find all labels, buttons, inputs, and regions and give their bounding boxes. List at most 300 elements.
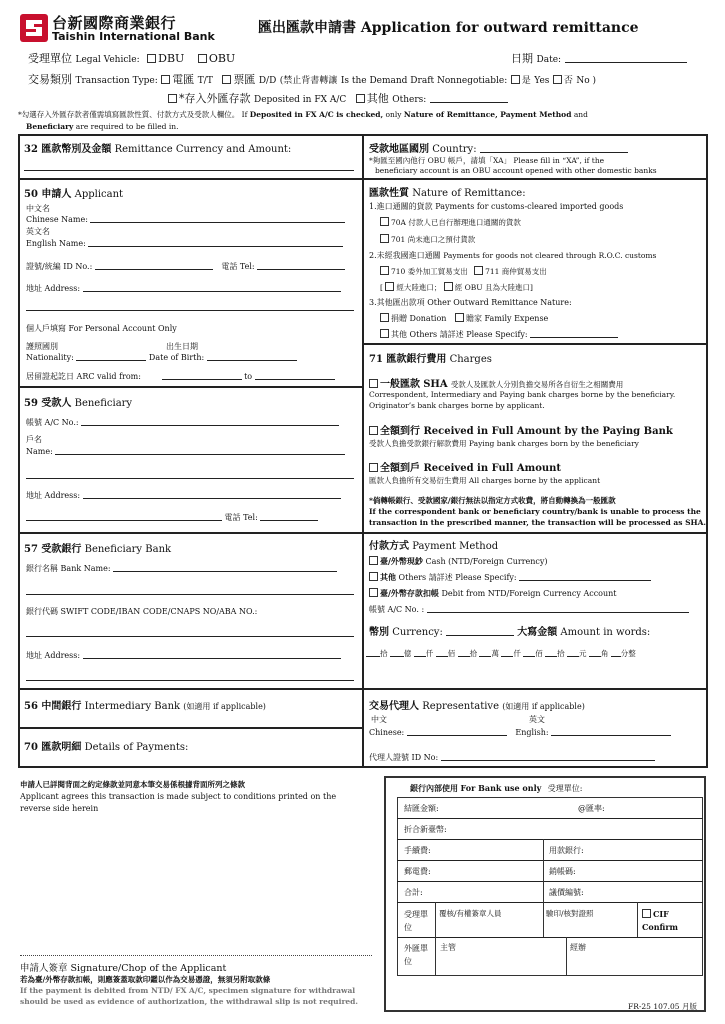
cash-label-zh: 臺/外幣現鈔 <box>380 556 423 566</box>
f56-label-en: Intermediary Bank <box>84 701 181 712</box>
obu-label: OBU <box>208 52 236 65</box>
rep-id-field[interactable] <box>441 752 655 761</box>
arc-to-field[interactable] <box>255 371 335 380</box>
unit-label: 億 <box>403 649 412 658</box>
note-en-5: and <box>573 110 588 119</box>
sha-desc-en-2: Originator’s bank charges borne by applicant. <box>369 401 545 410</box>
country-note-zh: *夠匯至國內他行 OBU 帳戶，請填「XA」 <box>369 156 511 165</box>
f56-label-zh: 56 中間銀行 <box>24 701 82 712</box>
cash-row <box>369 556 548 567</box>
country-field[interactable] <box>480 144 628 153</box>
ben-addr-label-en: Address: <box>44 491 81 500</box>
nature-701-label: 701 尚未進口之預付貨款 <box>391 235 476 244</box>
country-note-en-1: Please fill in “XA”, if the <box>513 156 605 165</box>
donation-label-en: Donation <box>409 314 447 323</box>
personal-label-en: For Personal Account Only <box>68 324 177 333</box>
swift-label-zh: 銀行代碼 <box>26 607 58 616</box>
beneficiary-tel-field[interactable] <box>260 512 318 521</box>
use-bank-label: 用款銀行: <box>549 846 584 855</box>
payment-others-label-zh: 其他 <box>380 572 396 582</box>
center-divider <box>362 134 364 768</box>
full-label-en: Received in Full Amount <box>423 463 562 474</box>
intermediary-bank-label <box>24 697 266 712</box>
f71-label-en: Charges <box>449 354 492 365</box>
others-type-checkbox[interactable] <box>356 94 365 103</box>
bank-name-label-en: Bank Name: <box>60 564 111 573</box>
bank-addr-label-en: Address: <box>44 651 81 660</box>
nature-70a-row <box>380 217 521 228</box>
postal-label: 郵電費: <box>404 867 431 876</box>
dob-label-en: Date of Birth: <box>148 353 205 362</box>
bank-row-line <box>397 902 703 903</box>
legal-vehicle-label-en: Legal Vehicle: <box>75 55 140 65</box>
nature-other-row-2 <box>380 329 618 340</box>
applicant-label <box>24 185 123 200</box>
amount-unit-blank[interactable] <box>458 648 470 657</box>
bank-address-line2[interactable] <box>26 680 354 681</box>
yes-label-zh: 是 <box>521 76 531 86</box>
cash-label-en: Cash (NTD/Foreign Currency) <box>425 557 548 566</box>
f56-applicable: (如適用 if applicable) <box>183 702 266 711</box>
ben-acno-label-en: A/C No.: <box>44 418 79 427</box>
dd-label-en: D/D <box>258 76 277 86</box>
nature-710-711-row <box>380 266 547 277</box>
rep-english-label-zh: 英文 <box>529 715 545 724</box>
right-divider-3 <box>362 532 708 534</box>
rep-english-label-en: English: <box>515 728 549 737</box>
tx-type-label-en: Transaction Type: <box>75 76 158 86</box>
rep-chinese-field[interactable] <box>407 727 507 736</box>
paying-desc-zh: 受款人負擔受款銀行解款費用 <box>369 439 467 448</box>
bank-col-line <box>543 839 544 902</box>
f50-label-en: Applicant <box>74 189 124 200</box>
english-name-label-en: English Name: <box>26 239 86 248</box>
unit-label: 拾 <box>557 649 565 658</box>
amount-in-words-units <box>366 648 636 659</box>
payment-others-row <box>369 572 651 583</box>
no-label-zh: 否 <box>563 76 573 86</box>
sha-label-zh: 一般匯款 <box>380 379 420 390</box>
no-label-en: No ) <box>576 76 597 86</box>
beneficiary-name-row <box>26 446 345 456</box>
full-desc-en: All charges borne by the applicant <box>468 476 601 485</box>
dd-note-en: Is the Demand Draft Nonnegotiable: <box>340 76 508 86</box>
deposit-fx-checkbox[interactable] <box>168 94 177 103</box>
note-en-1: If <box>241 110 248 119</box>
f57-label-en: Beneficiary Bank <box>84 544 172 555</box>
right-divider-2 <box>362 343 708 345</box>
paying-bank-row <box>369 422 673 437</box>
payment-method-label <box>369 537 498 552</box>
chinese-name-label-en: Chinese Name: <box>26 215 88 224</box>
bank-row-line <box>397 860 703 861</box>
arc-row <box>26 371 335 382</box>
bank-addr-label-zh: 地址 <box>26 651 42 660</box>
applicant-tel-label-zh: 電話 <box>221 262 238 271</box>
applicant-address-field[interactable] <box>83 283 341 292</box>
sha-desc-en-1: Correspondent, Intermediary and Paying bank charges borne by the beneficiary. <box>369 390 676 399</box>
amount-unit-blank[interactable] <box>523 648 535 657</box>
cif-checkbox[interactable] <box>642 909 651 918</box>
cash-checkbox[interactable] <box>369 556 378 565</box>
words-label-en: Amount in words: <box>560 627 651 638</box>
dob-field[interactable] <box>207 352 297 361</box>
nature-others-label-zh: 其他 <box>391 330 407 339</box>
amount-unit-blank[interactable] <box>414 648 426 657</box>
unit-label: 佰 <box>447 649 456 658</box>
nature-2-en: Payments for goods not cleared through R.O.C. customs <box>443 251 657 260</box>
others-type-label-en: Others: <box>392 95 427 105</box>
via-china-checkbox[interactable] <box>385 282 394 291</box>
cif-label: CIF <box>653 909 669 919</box>
amount-unit-blank[interactable] <box>545 648 557 657</box>
personal-account-note <box>26 323 177 334</box>
currency-words-row <box>369 623 650 638</box>
remittance-currency-label <box>24 140 291 155</box>
family-expense-checkbox[interactable] <box>455 313 464 322</box>
currency-label-en: Currency: <box>392 627 443 638</box>
debit-label-zh: 臺/外幣存款扣帳 <box>380 588 439 598</box>
charges-warning-en-2: transaction in the prescribed manner, the transaction will be processed as SHA. <box>369 518 707 527</box>
supervisor-label: 主管 <box>440 943 456 952</box>
sales-code-label: 銷帳碼: <box>549 867 576 876</box>
amount-unit-blank[interactable] <box>366 648 380 657</box>
applicant-address-line2[interactable] <box>26 310 354 311</box>
personal-label-zh: 個人戶填寫 <box>26 324 66 333</box>
cif-confirm <box>642 909 669 919</box>
debit-acno-label-zh: 帳號 <box>369 605 385 614</box>
others-type-label-zh: 其他 <box>366 92 389 105</box>
nature-item-2 <box>369 250 656 261</box>
dbu-label: DBU <box>158 52 185 65</box>
payment-label-zh: 付款方式 <box>369 541 409 552</box>
country-note-2: beneficiary account is an OBU account opened with other domestic banks <box>375 166 657 175</box>
nature-710-label: 710 委外加工貿易支出 <box>391 267 468 276</box>
unit-label: 元 <box>579 649 587 658</box>
applicant-id-field[interactable] <box>95 261 213 270</box>
note-en-4: Nature of Remittance, Payment Method <box>403 110 572 119</box>
nature-specify-field[interactable] <box>530 329 618 338</box>
country-note-1 <box>369 155 604 166</box>
amount-unit-blank[interactable] <box>567 648 579 657</box>
applicant-addr-label-zh: 地址 <box>26 284 42 293</box>
amount-unit-blank[interactable] <box>589 648 601 657</box>
ben-acno-label-zh: 帳號 <box>26 418 42 427</box>
form-title-zh: 匯出匯款申請書 <box>258 20 356 36</box>
nature-label-en: Nature of Remittance: <box>412 188 526 199</box>
f70-label-zh: 70 匯款明細 <box>24 742 82 753</box>
applicant-tel-field[interactable] <box>257 261 345 270</box>
legal-vehicle-row <box>28 50 235 66</box>
nature-1-zh: 1.進口通關的貨款 <box>369 202 433 211</box>
unit-label: 拾 <box>469 649 478 658</box>
bank-name-en: Taishin International Bank <box>52 30 215 43</box>
sha-code: SHA <box>423 379 448 390</box>
paying-label-zh: 全額到行 <box>380 426 420 437</box>
full-desc <box>369 475 600 486</box>
country-label-zh: 受款地區國別 <box>369 144 429 155</box>
debit-row <box>369 588 617 599</box>
debit-acno-label-en: A/C No. : <box>387 605 425 614</box>
nonnegotiable-yes-checkbox[interactable] <box>511 75 520 84</box>
nature-item-1 <box>369 201 623 212</box>
nonnegotiable-no-checkbox[interactable] <box>553 75 562 84</box>
nature-701-row <box>380 234 475 245</box>
left-divider-4 <box>18 688 364 690</box>
unit-label: 仟 <box>513 649 521 658</box>
dbu-checkbox[interactable] <box>147 54 156 63</box>
rep-chinese-label-zh: 中文 <box>371 715 387 724</box>
signature-note-en-1: If the payment is debited from NTD/ FX A/C, specimen signature for withdrawal <box>20 986 356 995</box>
agreement-en-2: reverse side herein <box>20 804 99 813</box>
nationality-dob-row <box>26 352 297 362</box>
unit-label: 角 <box>600 649 609 658</box>
country-label-en: Country: <box>432 144 477 155</box>
beneficiary-name-field[interactable] <box>55 446 345 455</box>
ntd-label: 折合新臺幣: <box>404 825 447 834</box>
swift-code-field[interactable] <box>26 636 354 637</box>
words-label-zh: 大寫金額 <box>517 627 558 638</box>
nature-2-zh: 2.未經我國進口通關 <box>369 251 441 260</box>
charges-warning-en-1: If the correspondent bank or beneficiary country/bank is unable to process the <box>369 507 701 516</box>
representative-label <box>369 697 585 712</box>
dd-checkbox[interactable] <box>222 75 231 84</box>
approval-col-line <box>435 902 436 976</box>
bank-use-title-en: For Bank use only <box>460 783 542 793</box>
payment-specify-field[interactable] <box>519 572 651 581</box>
nature-1-en: Payments for customs-cleared imported goods <box>435 202 624 211</box>
deposit-note-zh: *勾選存入外匯存款者僅需填寫匯款性質、付款方式及受款人欄位。 <box>18 110 240 119</box>
amount-unit-blank[interactable] <box>479 648 491 657</box>
nature-711-checkbox[interactable] <box>474 266 483 275</box>
tt-label-zh: 電匯 <box>172 73 195 86</box>
beneficiary-bank-address-field[interactable] <box>83 650 341 659</box>
dob-label-zh: 出生日期 <box>166 342 198 351</box>
date-field[interactable] <box>565 54 687 63</box>
beneficiary-address-row <box>26 490 341 501</box>
obu-checkbox[interactable] <box>198 54 207 63</box>
swift-label <box>26 606 257 617</box>
dd-note-zh: (禁止背書轉讓 <box>279 76 338 86</box>
beneficiary-acno-row <box>26 417 339 428</box>
currency-field[interactable] <box>446 627 514 636</box>
arc-label-zh: 居留證起訖日 <box>26 372 74 381</box>
f32-label-en: Remittance Currency and Amount: <box>114 144 292 155</box>
f70-label-en: Details of Payments: <box>84 742 189 753</box>
via-obu-checkbox[interactable] <box>444 282 453 291</box>
nature-3-en: Other Outward Remittance Nature: <box>427 298 572 307</box>
beneficiary-address-line2[interactable] <box>26 512 222 521</box>
left-divider-2 <box>18 386 364 388</box>
swift-label-en: SWIFT CODE/IBAN CODE/CNAPS NO/ABA NO.: <box>60 607 258 616</box>
confirm-label: Confirm <box>642 922 679 932</box>
beneficiary-bank-label <box>24 540 171 555</box>
approval-unit-label: 受理單位 <box>404 910 428 932</box>
amount-unit-blank[interactable] <box>436 648 448 657</box>
unit-label: 仟 <box>425 649 434 658</box>
tx-type-label-zh: 交易類別 <box>28 73 72 86</box>
unit-label: 拾 <box>380 649 388 658</box>
full-desc-zh: 匯款人負擔所有交易衍生費用 <box>369 476 467 485</box>
arc-from-field[interactable] <box>162 371 242 380</box>
signature-note-en-2: should be used as evidence of authorization, the withdrawal slip is not required. <box>20 997 359 1006</box>
agreement-en-1: Applicant agrees this transaction is made subject to conditions printed on the <box>20 792 337 801</box>
f50-label-zh: 50 申請人 <box>24 189 72 200</box>
id-tel-row <box>26 261 345 272</box>
bank-name-zh: 台新國際商業銀行 <box>52 14 177 32</box>
beneficiary-tel-row <box>26 512 318 523</box>
paying-bank-checkbox[interactable] <box>369 426 378 435</box>
payment-others-checkbox[interactable] <box>369 572 378 581</box>
agreement-zh: 申請人已詳閱背面之約定條款並同意本筆交易係根據背面所列之條款 <box>20 780 245 789</box>
debit-label-en: Debit from NTD/Foreign Currency Account <box>441 589 617 598</box>
deposit-note-line2 <box>26 122 178 131</box>
right-divider-1 <box>362 178 708 180</box>
charges-label <box>369 350 492 365</box>
dd-label-zh: 票匯 <box>233 73 256 86</box>
form-number: FR-25 107.05 月版 <box>628 1002 697 1011</box>
signature-label-en: Signature/Chop of the Applicant <box>70 963 227 974</box>
english-name-field[interactable] <box>88 238 343 247</box>
transaction-type-row <box>28 71 596 87</box>
nature-item-3 <box>369 297 572 308</box>
beneficiary-name-line2[interactable] <box>26 478 354 479</box>
applicant-tel-label-en: Tel: <box>239 262 255 271</box>
approval-col-line <box>637 902 638 937</box>
signature-label-zh: 申請人簽章 <box>20 963 68 974</box>
total-label: 合計: <box>404 888 423 897</box>
paying-desc <box>369 438 639 449</box>
beneficiary-label <box>24 394 132 409</box>
unit-label: 佰 <box>535 649 543 658</box>
note-en-6: Beneficiary <box>26 122 74 131</box>
date-label-zh: 日期 <box>511 52 533 65</box>
english-name-label-zh: 英文名 <box>26 227 50 236</box>
bank-use-unit-label: 受理單位: <box>547 784 583 793</box>
nature-specify-en: Please Specify: <box>466 330 528 339</box>
bank-row-line <box>397 818 703 819</box>
tt-label-en: T/T <box>197 76 213 86</box>
deposit-label-en: Deposited in FX A/C <box>254 95 347 105</box>
nature-specify-zh: 請詳述 <box>439 330 464 339</box>
amount-unit-blank[interactable] <box>611 648 621 657</box>
bank-use-title-zh: 銀行內部使用 <box>410 783 458 793</box>
nature-others-checkbox[interactable] <box>380 329 389 338</box>
nature-701-checkbox[interactable] <box>380 234 389 243</box>
bank-name-line2[interactable] <box>26 594 354 595</box>
date-row <box>511 50 687 66</box>
deposit-label-zh: *存入外匯存款 <box>179 92 251 105</box>
nationality-field[interactable] <box>76 352 146 361</box>
ben-name-label-zh: 戶名 <box>26 435 42 444</box>
left-divider-1 <box>18 178 364 180</box>
chinese-name-label-zh: 中文名 <box>26 204 50 213</box>
ben-tel-label-zh: 電話 <box>224 513 241 522</box>
nature-70a-label: 70A 付款人已自行辦理進口通關的貨款 <box>391 218 521 227</box>
amount-unit-blank[interactable] <box>501 648 513 657</box>
bank-row-line <box>397 937 703 938</box>
note-en-7: are required to be filled in. <box>75 122 179 131</box>
handler-label: 經辦 <box>570 943 586 952</box>
currency-label-zh: 幣別 <box>369 627 389 638</box>
payment-label-en: Payment Method <box>412 541 499 552</box>
nature-3-zh: 3.其他匯出款項 <box>369 298 425 307</box>
chinese-name-field[interactable] <box>90 214 345 223</box>
verify-label: 驗印/核對證照 <box>546 909 594 918</box>
beneficiary-acno-field[interactable] <box>81 417 339 426</box>
sha-row <box>369 375 623 390</box>
f59-label-en: Beneficiary <box>74 398 133 409</box>
arc-label-en: ARC valid from: <box>76 372 141 381</box>
nature-710-checkbox[interactable] <box>380 266 389 275</box>
family-label-en: Family Expense <box>484 314 549 323</box>
rate-label: @匯率: <box>578 804 605 813</box>
form-title-en: Application for outward remittance <box>360 20 639 36</box>
beneficiary-address-field[interactable] <box>83 490 341 499</box>
sha-checkbox[interactable] <box>369 379 378 388</box>
remittance-amount-field[interactable] <box>24 170 354 171</box>
note-en-3: only <box>385 110 402 119</box>
rep-id-label-en: ID No: <box>411 753 439 762</box>
applicant-address-row <box>26 283 341 294</box>
rep-id-row <box>369 752 655 763</box>
full-amount-row <box>369 459 561 474</box>
bracket-open: [ <box>380 283 383 292</box>
rep-label-zh: 交易代理人 <box>369 701 419 712</box>
approval-col-line <box>566 937 567 976</box>
full-label-zh: 全額到戶 <box>380 463 420 474</box>
rep-chinese-label-en: Chinese: <box>369 728 405 737</box>
bank-row-line <box>397 839 703 840</box>
others-type-field[interactable] <box>430 94 508 103</box>
bank-name-label-zh: 銀行名稱 <box>26 564 58 573</box>
family-label-zh: 贍家 <box>466 314 482 323</box>
legal-vehicle-label-zh: 受理單位 <box>28 52 72 65</box>
full-amount-checkbox[interactable] <box>369 463 378 472</box>
rep-id-label-zh: 代理人證號 <box>369 753 409 762</box>
paying-label-en: Received in Full Amount by the Paying Bank <box>423 426 673 437</box>
bank-row-line <box>397 881 703 882</box>
tt-checkbox[interactable] <box>161 75 170 84</box>
rep-label-en: Representative <box>422 701 499 712</box>
f32-label-zh: 32 匯款幣別及金額 <box>24 144 112 155</box>
debit-checkbox[interactable] <box>369 588 378 597</box>
english-name-row <box>26 238 343 248</box>
rep-english-field[interactable] <box>551 727 671 736</box>
signature-line[interactable] <box>20 955 372 956</box>
nature-other-row-1 <box>380 313 548 324</box>
debit-acno-field[interactable] <box>427 604 689 613</box>
bank-use-title <box>410 783 583 794</box>
bank-name-row <box>26 563 337 574</box>
debit-acno-row <box>369 604 689 615</box>
f57-label-zh: 57 受款銀行 <box>24 544 82 555</box>
details-of-payments-label <box>24 738 188 753</box>
nationality-label-en: Nationality: <box>26 353 74 362</box>
beneficiary-bank-name-field[interactable] <box>113 563 337 572</box>
ben-tel-label-en: Tel: <box>243 513 258 522</box>
left-divider-5 <box>18 727 364 729</box>
nature-others-label-en: Others <box>409 330 438 339</box>
amount-unit-blank[interactable] <box>390 648 404 657</box>
via-china-label: 經大陸進口； <box>396 283 442 292</box>
nature-70a-checkbox[interactable] <box>380 217 389 226</box>
unit-label: 萬 <box>491 649 499 658</box>
donation-checkbox[interactable] <box>380 313 389 322</box>
fx-unit-label: 外匯單位 <box>404 944 428 966</box>
id-label-zh: 證號/統編 <box>26 262 61 271</box>
f59-label-zh: 59 受款人 <box>24 398 72 409</box>
